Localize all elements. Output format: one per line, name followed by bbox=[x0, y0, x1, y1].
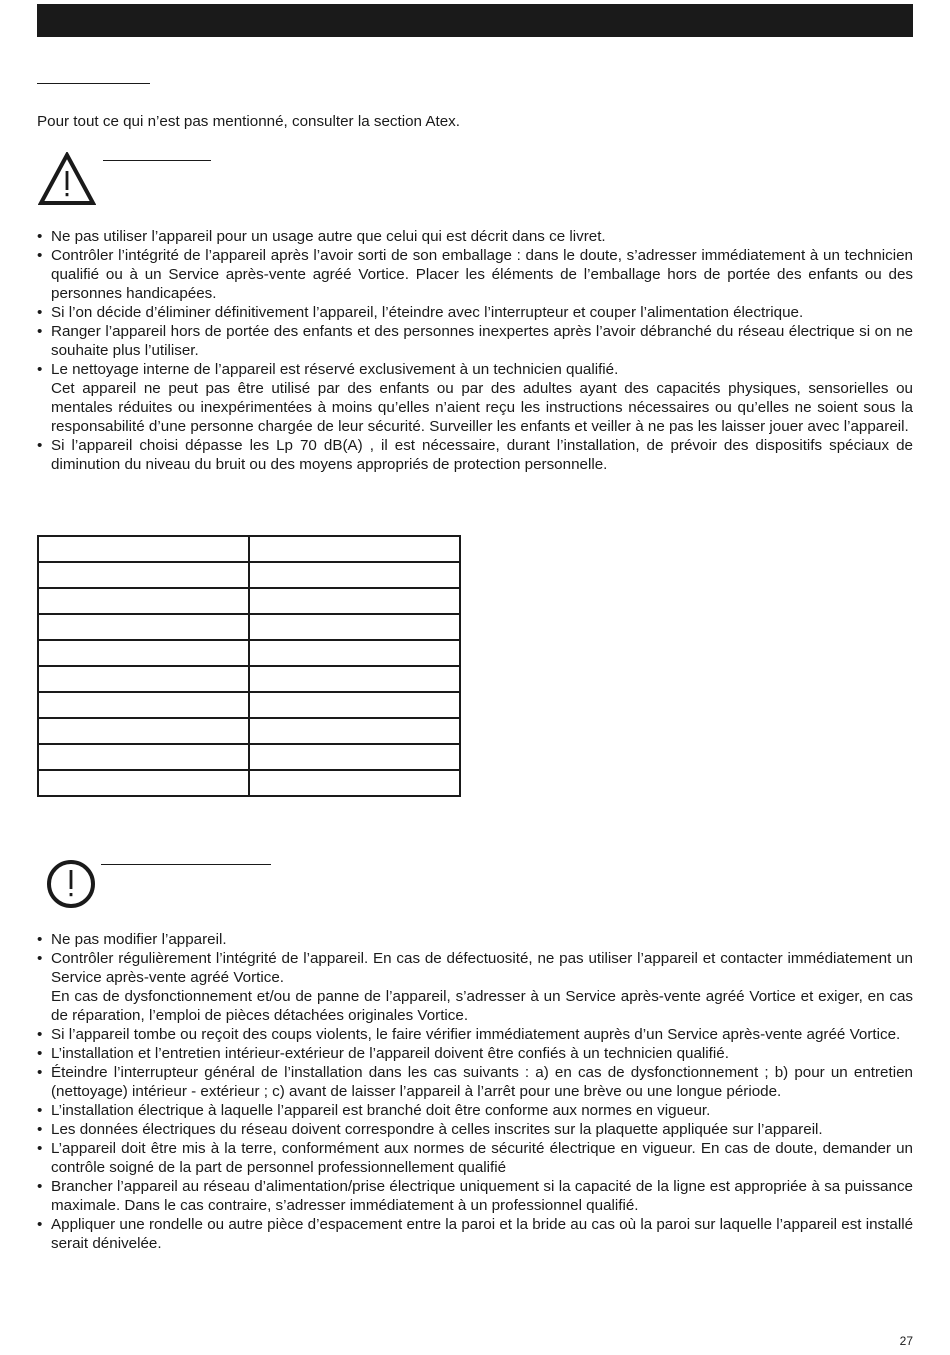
bullet-item: • Contrôler l’intégrité de l’appareil après l’avoir sorti de son emballage : dans le doute, s’adresser immédiatement à un technicien qualifié ou à un Service après-vente agréé Vortice. Placer les éléments de l’emballage hors de portée des enfants ou des personnes handicapées. bbox=[37, 246, 913, 303]
bullet-item: • Appliquer une rondelle ou autre pièce d’espacement entre la paroi et la bride au cas où la paroi sur laquelle l’appareil est installé serait dénivelée. bbox=[37, 1215, 913, 1253]
table-cell bbox=[38, 614, 249, 640]
bullet-item: • Ne pas utiliser l’appareil pour un usage autre que celui qui est décrit dans ce livret. bbox=[37, 227, 913, 246]
table-cell bbox=[38, 692, 249, 718]
bullet-item: • Les données électriques du réseau doivent correspondre à celles inscrites sur la plaquette appliquée sur l’appareil. bbox=[37, 1120, 913, 1139]
table-cell bbox=[249, 614, 460, 640]
safety-bullet-list bbox=[37, 227, 913, 474]
bullet-item: • L’installation et l’entretien intérieur-extérieur de l’appareil doivent être confiés à un technicien qualifié. bbox=[37, 1044, 913, 1063]
table-row bbox=[38, 666, 460, 692]
table-cell bbox=[38, 562, 249, 588]
table-row bbox=[38, 536, 460, 562]
table-cell bbox=[249, 536, 460, 562]
table-row bbox=[38, 692, 460, 718]
table-cell bbox=[38, 718, 249, 744]
caution-bullet-list bbox=[37, 930, 913, 1253]
bullet-item: • Si l’on décide d’éliminer définitivement l’appareil, l’éteindre avec l’interrupteur et couper l’alimentation électrique. bbox=[37, 303, 913, 322]
bullet-item: • Ne pas modifier l’appareil. bbox=[37, 930, 913, 949]
table-cell bbox=[249, 692, 460, 718]
intro-text: Pour tout ce qui n’est pas mentionné, consulter la section Atex. bbox=[37, 113, 460, 130]
table-cell bbox=[38, 536, 249, 562]
page-number: 27 bbox=[899, 1334, 913, 1348]
bullet-item: • Le nettoyage interne de l’appareil est réservé exclusivement à un technicien qualifié. bbox=[37, 360, 913, 379]
table-cell bbox=[249, 770, 460, 796]
table-cell bbox=[249, 718, 460, 744]
warning-triangle-icon bbox=[38, 152, 96, 206]
blank-table bbox=[37, 535, 461, 797]
bullet-item: • Ranger l’appareil hors de portée des enfants et des personnes inexpertes après l’avoir débranché du réseau électrique si on ne souhaite plus l’utiliser. bbox=[37, 322, 913, 360]
bullet-item: • Si l’appareil tombe ou reçoit des coups violents, le faire vérifier immédiatement auprès d’un Service après-vente agréé Vortice. bbox=[37, 1025, 913, 1044]
caution-heading-underline bbox=[101, 864, 271, 865]
table-row bbox=[38, 614, 460, 640]
table-cell bbox=[38, 666, 249, 692]
table-row bbox=[38, 770, 460, 796]
bullet-item: • L’appareil doit être mis à la terre, conformément aux normes de sécurité électrique en vigueur. En cas de doute, demander un contrôle soigné de la part de personnel professionnellement qualifié bbox=[37, 1139, 913, 1177]
bullet-item: • L’installation électrique à laquelle l’appareil est branché doit être conforme aux normes en vigueur. bbox=[37, 1101, 913, 1120]
table-cell bbox=[38, 640, 249, 666]
bullet-item: • Contrôler régulièrement l’intégrité de l’appareil. En cas de défectuosité, ne pas utiliser l’appareil et contacter immédiatement un Service après-vente agréé Vortice. bbox=[37, 949, 913, 987]
exclamation-circle-icon bbox=[45, 858, 97, 910]
table-row bbox=[38, 588, 460, 614]
table-row bbox=[38, 562, 460, 588]
header-bar bbox=[37, 4, 913, 37]
table-row bbox=[38, 744, 460, 770]
bullet-item: • Brancher l’appareil au réseau d’alimentation/prise électrique uniquement si la capacité de la ligne est appropriée à sa puissance maximale. Dans le cas contraire, s’adresser immédiatement à un professionnel qualifié. bbox=[37, 1177, 913, 1215]
table-cell bbox=[249, 744, 460, 770]
bullet-item: Cet appareil ne peut pas être utilisé par des enfants ou par des adultes ayant des capacités physiques, sensorielles ou mentales réduites ou inexpérimentées à moins qu’elles n’aient reçu les instructions nécessaires ou qu’elles ne soient sous la responsabilité d’une personne chargée de leur sécurité. Surveiller les enfants et veiller à ne pas les laisser jouer avec l’appareil. bbox=[51, 380, 913, 435]
table-cell bbox=[249, 588, 460, 614]
table-cell bbox=[38, 770, 249, 796]
table-row bbox=[38, 640, 460, 666]
warning-heading-underline bbox=[103, 160, 211, 161]
table-cell bbox=[38, 744, 249, 770]
table-cell bbox=[249, 666, 460, 692]
table-cell bbox=[249, 562, 460, 588]
table-cell bbox=[38, 588, 249, 614]
table-row bbox=[38, 718, 460, 744]
table-cell bbox=[249, 640, 460, 666]
bullet-item: En cas de dysfonctionnement et/ou de panne de l’appareil, s’adresser à un Service après-vente agréé Vortice et exiger, en cas de réparation, l’emploi de pièces détachées originales Vortice. bbox=[51, 988, 913, 1024]
heading-underline bbox=[37, 83, 150, 84]
bullet-item: • Si l’appareil choisi dépasse les Lp 70 dB(A) , il est nécessaire, durant l’installation, de prévoir des dispositifs spéciaux de diminution du niveau du bruit ou des moyens appropriés de protection personnelle. bbox=[37, 436, 913, 474]
bullet-item: • Éteindre l’interrupteur général de l’installation dans les cas suivants : a) en cas de dysfonctionnement ; b) pour un entretien (nettoyage) intérieur - extérieur ; c) avant de laisser l’appareil à l’arrêt pour une brève ou une longue période. bbox=[37, 1063, 913, 1101]
